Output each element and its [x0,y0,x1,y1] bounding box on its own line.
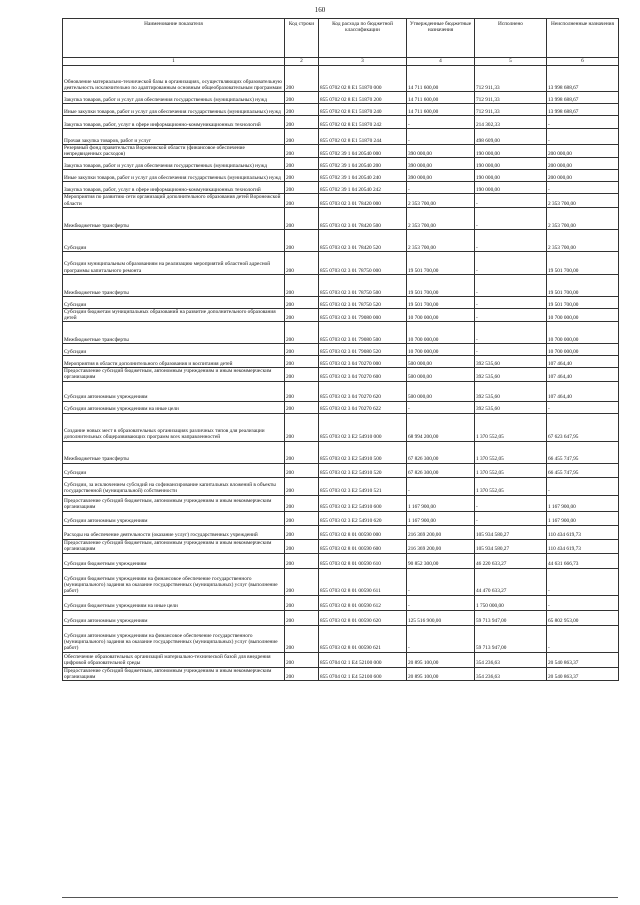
cell-unexecuted: 19 501 700,00 [547,296,619,308]
cell-code: 200 [285,251,319,274]
cell-kbk: 855 0702 39 1 04 20540 242 [319,182,407,194]
cell-name: Субсидии автономным учреждениям на финансовое обеспечение государственного (муниципального) задания на оказание государственных (муниципальных) услуг (выполнение работ) [63,625,285,652]
cell-executed: - [475,495,547,511]
cell-code: 200 [285,525,319,539]
cell-executed: 712 911,33 [475,104,547,116]
cell-name: Субсидии бюджетам муниципальных образований на развитие дополнительного образования детей [63,308,285,321]
table-row [63,158,619,170]
cell-approved: 90 852 300,00 [407,553,475,568]
cell-executed: 392 535,60 [475,381,547,401]
cell-approved: - [407,477,475,495]
column-number: 5 [475,58,547,66]
cell-executed: - [475,511,547,525]
table-row [63,308,619,321]
cell-name: Субсидии бюджетным учреждениям на иные цели [63,595,285,610]
cell-name: Закупка товаров, работ и услуг для обеспечения государственных (муниципальных) нужд [63,92,285,104]
table-row [63,525,619,539]
cell-executed: - [475,308,547,321]
table-row [63,595,619,610]
cell-unexecuted: - [547,182,619,194]
table-row [63,401,619,413]
cell-unexecuted: 107 464,40 [547,381,619,401]
table-row [63,413,619,441]
table-row [63,625,619,652]
cell-unexecuted: 13 998 688,67 [547,92,619,104]
table-row [63,182,619,194]
cell-unexecuted: 107 464,40 [547,368,619,381]
table-row [63,145,619,158]
cell-approved: 67 826 300,00 [407,441,475,463]
cell-code: 200 [285,104,319,116]
table-row [63,229,619,251]
cell-executed: 46 220 633,27 [475,553,547,568]
cell-unexecuted: 107 464,40 [547,356,619,368]
cell-code: 200 [285,477,319,495]
cell-approved: 19 501 700,00 [407,296,475,308]
cell-code: 200 [285,92,319,104]
cell-name: Создание новых мест в образовательных организациях различных типов для реализации дополнительных общеразвивающих программ всех направленностей [63,413,285,441]
cell-name: Субсидии [63,296,285,308]
cell-name: Предоставление субсидий бюджетным, автономным учреждениям и иным некоммерческим организациям [63,368,285,381]
cell-kbk: 855 0703 02 3 01 79080 500 [319,322,407,344]
cell-unexecuted: 65 802 953,00 [547,610,619,625]
cell-code: 200 [285,182,319,194]
column-header: Исполнено [475,19,547,58]
cell-kbk: 855 0702 39 1 04 20540 240 [319,170,407,182]
cell-unexecuted: 66 455 747,95 [547,463,619,477]
cell-approved: 19 501 700,00 [407,274,475,296]
cell-kbk: 855 0703 02 8 01 00590 612 [319,595,407,610]
cell-name: Субсидии муниципальным образованиям на реализацию мероприятий областной адресной программы капитального ремонта [63,251,285,274]
cell-kbk: 855 0703 02 3 01 78420 520 [319,229,407,251]
column-number: 4 [407,58,475,66]
cell-name: Субсидии бюджетным учреждениям на финансовое обеспечение государственного (муниципального) задания на оказание государственных (муниципальных) услуг (выполнение работ) [63,568,285,595]
cell-executed: - [475,194,547,207]
cell-approved: 20 895 100,00 [407,652,475,667]
cell-code: 200 [285,116,319,129]
table-row [63,667,619,680]
cell-code: 200 [285,667,319,680]
cell-executed: 392 535,60 [475,401,547,413]
table-row [63,116,619,129]
column-number: 3 [319,58,407,66]
cell-unexecuted: 110 434 619,73 [547,539,619,553]
column-header: Код строки [285,19,319,58]
cell-code: 200 [285,595,319,610]
cell-approved: 14 711 600,00 [407,66,475,92]
cell-approved: - [407,129,475,145]
cell-approved: 390 000,00 [407,158,475,170]
cell-unexecuted: 20 540 863,37 [547,652,619,667]
cell-name: Обеспечение образовательных организаций материально-технической базой для внедрения цифровой образовательной среды [63,652,285,667]
cell-name: Иные закупки товаров, работ и услуг для обеспечения государственных (муниципальных) нужд [63,170,285,182]
column-number: 1 [63,58,285,66]
cell-unexecuted: 1 167 900,00 [547,495,619,511]
cell-approved: 10 700 000,00 [407,322,475,344]
cell-approved: 125 516 900,00 [407,610,475,625]
cell-unexecuted: - [547,568,619,595]
cell-unexecuted: - [547,116,619,129]
page-number: 160 [314,6,326,14]
table-row [63,129,619,145]
table-row [63,368,619,381]
cell-code: 200 [285,553,319,568]
cell-executed: 190 000,00 [475,158,547,170]
cell-kbk: 855 0703 02 8 01 00590 620 [319,610,407,625]
cell-unexecuted: 66 455 747,95 [547,441,619,463]
cell-executed: - [475,296,547,308]
cell-approved: 2 353 700,00 [407,194,475,207]
table-row [63,553,619,568]
cell-executed: 712 911,33 [475,66,547,92]
cell-approved: 390 000,00 [407,145,475,158]
cell-unexecuted: 110 434 619,73 [547,525,619,539]
cell-kbk: 855 0703 02 8 01 00590 610 [319,553,407,568]
cell-code: 200 [285,145,319,158]
cell-unexecuted: - [547,625,619,652]
cell-executed: 354 236,63 [475,652,547,667]
cell-kbk: 855 0702 39 1 04 20540 000 [319,145,407,158]
cell-name: Межбюджетные трансферты [63,441,285,463]
page-bottom-rule [62,897,618,898]
column-header: Утвержденные бюджетные назначения [407,19,475,58]
cell-name: Субсидии [63,229,285,251]
cell-approved: 500 000,00 [407,381,475,401]
table-row [63,104,619,116]
table-row [63,170,619,182]
cell-name: Субсидии автономным учреждениям на иные цели [63,401,285,413]
cell-code: 200 [285,568,319,595]
cell-unexecuted: 10 700 000,00 [547,322,619,344]
cell-name: Обновление материально-технической базы в организациях, осуществляющих образовательную деятельность исключительно по адаптированным основным общеобразовательным программам [63,66,285,92]
cell-kbk: 855 0703 02 3 01 78750 500 [319,274,407,296]
cell-name: Прочая закупка товаров, работ и услуг [63,129,285,145]
cell-code: 200 [285,296,319,308]
cell-approved: - [407,625,475,652]
budget-execution-table [62,18,619,681]
cell-code: 200 [285,194,319,207]
table-row [63,274,619,296]
cell-unexecuted: 67 623 647,95 [547,413,619,441]
column-number: 6 [547,58,619,66]
cell-name: Предоставление субсидий бюджетным, автономным учреждениям и иным некоммерческим организациям [63,539,285,553]
cell-name: Расходы на обеспечение деятельности (оказание услуг) государственных учреждений [63,525,285,539]
cell-unexecuted: - [547,477,619,495]
cell-unexecuted: 20 540 863,37 [547,667,619,680]
cell-code: 200 [285,539,319,553]
cell-unexecuted: 2 353 700,00 [547,229,619,251]
table-row [63,92,619,104]
cell-approved: 2 353 700,00 [407,207,475,229]
cell-executed: 190 000,00 [475,182,547,194]
cell-name: Межбюджетные трансферты [63,207,285,229]
cell-executed: 59 713 947,00 [475,610,547,625]
cell-name: Закупка товаров, работ и услуг для обеспечения государственных (муниципальных) нужд [63,158,285,170]
cell-unexecuted: 2 353 700,00 [547,194,619,207]
cell-unexecuted: - [547,401,619,413]
cell-name: Субсидии автономным учреждениям [63,381,285,401]
cell-unexecuted: 19 501 700,00 [547,251,619,274]
cell-kbk: 855 0704 02 1 E4 52100 000 [319,652,407,667]
table-row [63,568,619,595]
cell-approved: 14 711 600,00 [407,92,475,104]
cell-code: 200 [285,401,319,413]
cell-kbk: 855 0702 39 1 04 20540 200 [319,158,407,170]
cell-kbk: 855 0703 02 8 01 00590 621 [319,625,407,652]
table-row [63,495,619,511]
cell-unexecuted: 13 998 688,67 [547,66,619,92]
cell-name: Субсидии [63,344,285,356]
table-row [63,356,619,368]
table-row [63,322,619,344]
cell-executed: 44 470 633,27 [475,568,547,595]
cell-kbk: 855 0703 02 3 01 78750 520 [319,296,407,308]
cell-code: 200 [285,441,319,463]
table-header-row [63,19,619,58]
cell-unexecuted: 10 700 000,00 [547,344,619,356]
cell-approved: 390 000,00 [407,170,475,182]
cell-approved: 14 711 600,00 [407,104,475,116]
cell-code: 200 [285,495,319,511]
cell-kbk: 855 0703 02 8 01 00590 611 [319,568,407,595]
column-header: Неисполненные назначения [547,19,619,58]
table-row [63,344,619,356]
cell-name: Предоставление субсидий бюджетным, автономным учреждениям и иным некоммерческим организациям [63,667,285,680]
table-row [63,477,619,495]
cell-kbk: 855 0703 02 3 E2 54910 500 [319,441,407,463]
cell-unexecuted: - [547,595,619,610]
cell-executed: 1 370 552,05 [475,463,547,477]
cell-code: 200 [285,274,319,296]
cell-approved: 1 167 900,00 [407,495,475,511]
cell-approved: - [407,568,475,595]
cell-code: 200 [285,308,319,321]
cell-approved: 500 000,00 [407,356,475,368]
cell-kbk: 855 0704 02 1 E4 52100 600 [319,667,407,680]
cell-kbk: 855 0703 02 8 01 00590 600 [319,539,407,553]
cell-executed: 105 934 580,27 [475,539,547,553]
cell-unexecuted: 200 000,00 [547,145,619,158]
cell-code: 200 [285,229,319,251]
cell-executed: 1 370 552,05 [475,413,547,441]
table-row [63,652,619,667]
cell-kbk: 855 0703 02 8 01 00590 000 [319,525,407,539]
cell-executed: 190 000,00 [475,145,547,158]
cell-executed: 1 370 552,05 [475,477,547,495]
cell-approved: 216 369 200,00 [407,539,475,553]
cell-unexecuted: 200 000,00 [547,170,619,182]
cell-unexecuted: 13 998 688,67 [547,104,619,116]
cell-name: Субсидии автономным учреждениям [63,610,285,625]
cell-unexecuted: 1 167 900,00 [547,511,619,525]
cell-code: 200 [285,170,319,182]
cell-kbk: 855 0703 02 3 04 70270 622 [319,401,407,413]
cell-name: Предоставление субсидий бюджетным, автономным учреждениям и иным некоммерческим организациям [63,495,285,511]
table-row [63,296,619,308]
cell-unexecuted: 2 353 700,00 [547,207,619,229]
cell-kbk: 855 0703 02 3 01 79080 000 [319,308,407,321]
cell-approved: 20 895 100,00 [407,667,475,680]
cell-approved: 10 700 000,00 [407,344,475,356]
cell-unexecuted: 10 700 000,00 [547,308,619,321]
cell-executed: - [475,344,547,356]
cell-code: 200 [285,413,319,441]
cell-unexecuted: 44 631 666,73 [547,553,619,568]
cell-approved: - [407,182,475,194]
cell-kbk: 855 0703 02 3 04 70270 000 [319,356,407,368]
cell-executed: 190 000,00 [475,170,547,182]
cell-approved: 2 353 700,00 [407,229,475,251]
cell-kbk: 855 0703 02 3 E2 54910 520 [319,463,407,477]
cell-kbk: 855 0703 02 3 04 70270 600 [319,368,407,381]
cell-approved: 216 369 200,00 [407,525,475,539]
cell-name: Субсидии [63,463,285,477]
cell-code: 200 [285,511,319,525]
table-row [63,463,619,477]
cell-name: Субсидии автономным учреждениям [63,511,285,525]
cell-code: 200 [285,129,319,145]
table-row [63,511,619,525]
cell-code: 200 [285,368,319,381]
cell-kbk: 855 0703 02 3 01 79080 520 [319,344,407,356]
cell-unexecuted: 200 000,00 [547,158,619,170]
table-row [63,207,619,229]
cell-code: 200 [285,207,319,229]
cell-approved: - [407,401,475,413]
cell-kbk: 855 0703 02 3 E2 54910 521 [319,477,407,495]
cell-approved: 19 501 700,00 [407,251,475,274]
cell-code: 200 [285,625,319,652]
cell-executed: 59 713 947,00 [475,625,547,652]
cell-name: Мероприятия в области дополнительного образования и воспитания детей [63,356,285,368]
cell-approved: 1 167 900,00 [407,511,475,525]
cell-executed: 1 750 000,00 [475,595,547,610]
cell-executed: - [475,251,547,274]
cell-code: 200 [285,66,319,92]
cell-name: Резервный фонд правительства Воронежской области (финансовое обеспечение непредвиденных расходов) [63,145,285,158]
cell-code: 200 [285,356,319,368]
cell-approved: - [407,595,475,610]
cell-code: 200 [285,610,319,625]
table-row [63,194,619,207]
cell-name: Мероприятия по развитию сети организаций дополнительного образования детей Воронежской области [63,194,285,207]
column-header: Код расхода по бюджетной классификации [319,19,407,58]
cell-name: Субсидии, за исключением субсидий на софинансирование капитальных вложений в объекты государственной (муниципальной) собственности [63,477,285,495]
cell-executed: 498 609,00 [475,129,547,145]
cell-name: Закупка товаров, работ, услуг в сфере информационно-коммуникационных технологий [63,116,285,129]
cell-code: 200 [285,463,319,477]
cell-kbk: 855 0703 02 3 E2 54910 000 [319,413,407,441]
column-header: Наименование показателя [63,19,285,58]
table-row [63,251,619,274]
cell-unexecuted: 19 501 700,00 [547,274,619,296]
cell-kbk: 855 0702 02 8 E1 51870 200 [319,92,407,104]
cell-executed: 214 302,33 [475,116,547,129]
cell-code: 200 [285,322,319,344]
cell-unexecuted: - [547,129,619,145]
table-body [63,66,619,681]
cell-code: 200 [285,381,319,401]
cell-approved: - [407,116,475,129]
table-row [63,610,619,625]
cell-executed: 105 934 580,27 [475,525,547,539]
column-number: 2 [285,58,319,66]
cell-kbk: 855 0703 02 3 04 70270 620 [319,381,407,401]
cell-executed: 712 911,33 [475,92,547,104]
cell-code: 200 [285,344,319,356]
cell-approved: 67 826 300,00 [407,463,475,477]
cell-name: Закупка товаров, работ, услуг в сфере информационно-коммуникационных технологий [63,182,285,194]
table-row [63,66,619,92]
cell-executed: 392 535,60 [475,356,547,368]
table-row [63,381,619,401]
cell-executed: - [475,229,547,251]
cell-name: Межбюджетные трансферты [63,274,285,296]
cell-kbk: 855 0702 02 8 E1 51870 000 [319,66,407,92]
cell-executed: 1 370 552,05 [475,441,547,463]
table-row [63,539,619,553]
cell-kbk: 855 0703 02 3 01 78750 000 [319,251,407,274]
table-row [63,441,619,463]
cell-kbk: 855 0703 02 3 01 78420 000 [319,194,407,207]
cell-approved: 68 994 200,00 [407,413,475,441]
cell-approved: 500 000,00 [407,368,475,381]
cell-executed: 354 236,63 [475,667,547,680]
column-number-row [63,58,619,66]
cell-code: 200 [285,158,319,170]
cell-kbk: 855 0703 02 3 E2 54910 620 [319,511,407,525]
cell-name: Субсидии бюджетным учреждениям [63,553,285,568]
cell-approved: 10 700 000,00 [407,308,475,321]
cell-executed: - [475,207,547,229]
cell-executed: - [475,322,547,344]
cell-kbk: 855 0703 02 3 01 78420 500 [319,207,407,229]
cell-kbk: 855 0702 02 8 E1 51870 242 [319,116,407,129]
cell-kbk: 855 0703 02 3 E2 54910 600 [319,495,407,511]
cell-kbk: 855 0702 02 8 E1 51870 240 [319,104,407,116]
cell-name: Иные закупки товаров, работ и услуг для обеспечения государственных (муниципальных) нужд [63,104,285,116]
cell-kbk: 855 0702 02 8 E1 51870 244 [319,129,407,145]
cell-executed: 392 535,60 [475,368,547,381]
cell-name: Межбюджетные трансферты [63,322,285,344]
cell-code: 200 [285,652,319,667]
cell-executed: - [475,274,547,296]
